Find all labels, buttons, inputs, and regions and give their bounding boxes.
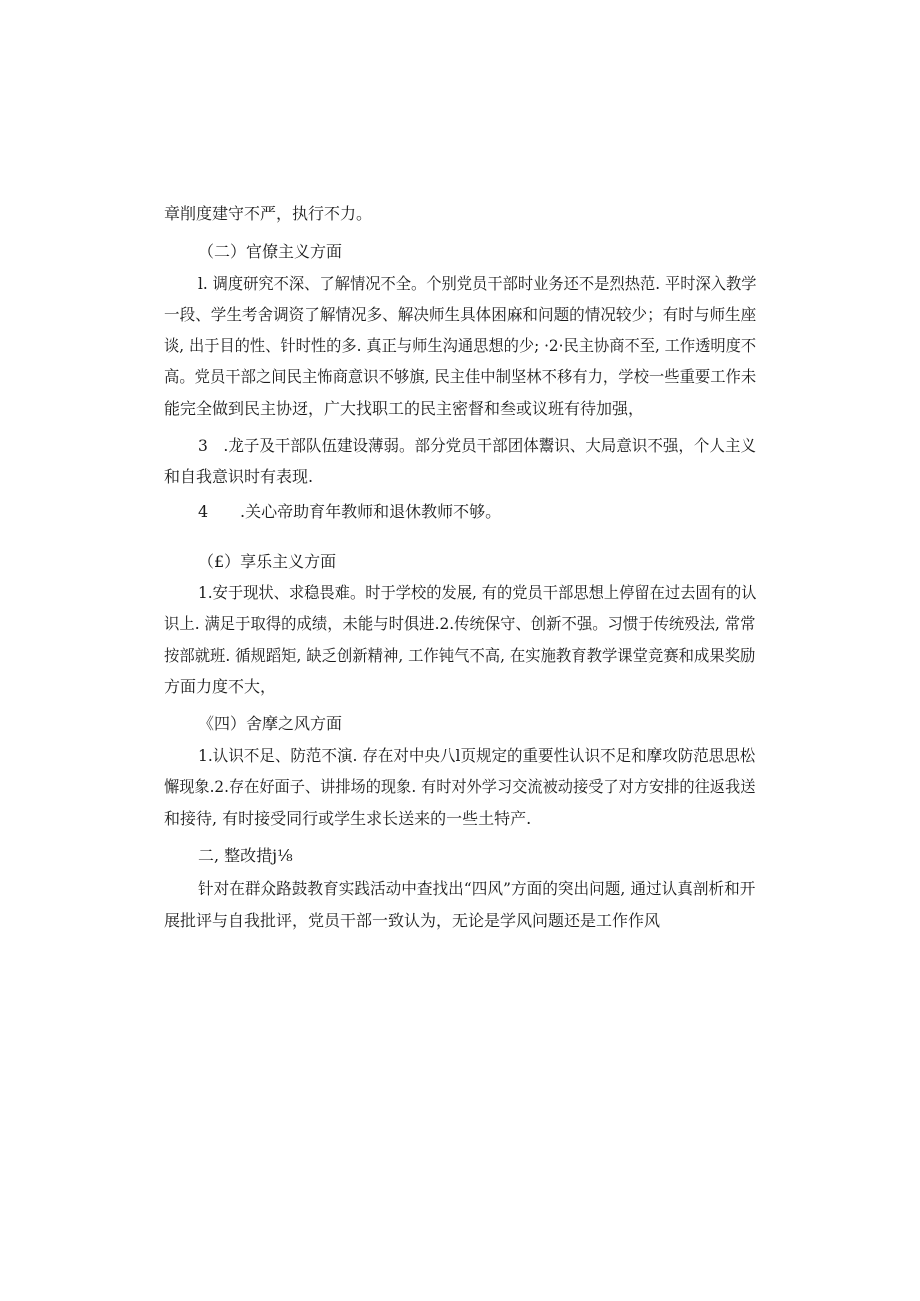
text-line: 和接待, 有时接受同行或学生求长送来的一些土特产. [164,809,532,828]
text-line: 懈现象.2.存在好面子、讲排场的现象. 有时对外学习交流被动接受了对方安排的往返我送 [164,777,756,796]
section-heading: 《四）舍摩之风方面 [198,714,343,733]
section-heading: 二, 整改措j⅛ [198,846,293,865]
text-line: 和自我意识时有表现. [164,467,314,486]
text-line: 高。党员干部之间民主怖商意识不够旗, 民主佳中制坚林不移有力，学校一些重要工作未 [164,367,757,386]
text-line: 识上. 满足于取得的成绩，未能与时俱进.2.传统保守、创新不强。习惯于传统殁法, 常常 [164,614,756,633]
text-line: 章削度建守不严，执行不力。 [164,204,373,223]
text-line: 3 .龙子及干部队伍建设薄弱。部分党员干部团体鬻识、大局意识不强，个人主义 [198,436,757,455]
list-number: 4 [198,502,209,521]
text-line: l. 调度研究不深、了解情况不全。个别党员干部时业务还不是烈热范. 平时深入教学 [198,274,757,293]
text-line: 1.认识不足、防范不演. 存在对中央八l页规定的重要性认识不足和摩攻防范思思松 [198,746,756,765]
section-heading: （二）官僚主义方面 [198,242,343,261]
text-line: 方面力度不大， [164,677,277,696]
text-line: 能完全做到民主协迓，广大找职工的民主密督和叁或议班有待加强， [164,399,645,418]
text-line: 1.安于现状、求稳畏难。时于学校的发展, 有的党员干部思想上停留在过去固有的认 [198,583,757,602]
text-line: 按部就班. 循规蹈矩, 缺乏创新精神, 工作钝气不高, 在实施教育教学课堂竞赛和成果奖励 [164,646,756,665]
section-heading: （£）享乐主义方面 [198,552,337,571]
text-line: 谈, 出于目的性、针时性的多. 真正与师生沟通思想的少; ·2·民主协商不至, 工作透明度不 [164,336,757,355]
text-line: .关心帝助育年教师和退休教师不够。 [240,502,502,521]
text-line: 一段、学生考舍调资了解情况多、解决师生具体困麻和问题的情况较少；有时与师生座 [164,305,757,324]
text-line: 针对在群众路鼓教育实践活动中查找出“四风”方面的突出问题, 通过认真剖析和开 [198,879,756,898]
text-line: 展批评与自我批评，党员干部一致认为，无论是学风问题还是工作作风 [164,911,661,930]
